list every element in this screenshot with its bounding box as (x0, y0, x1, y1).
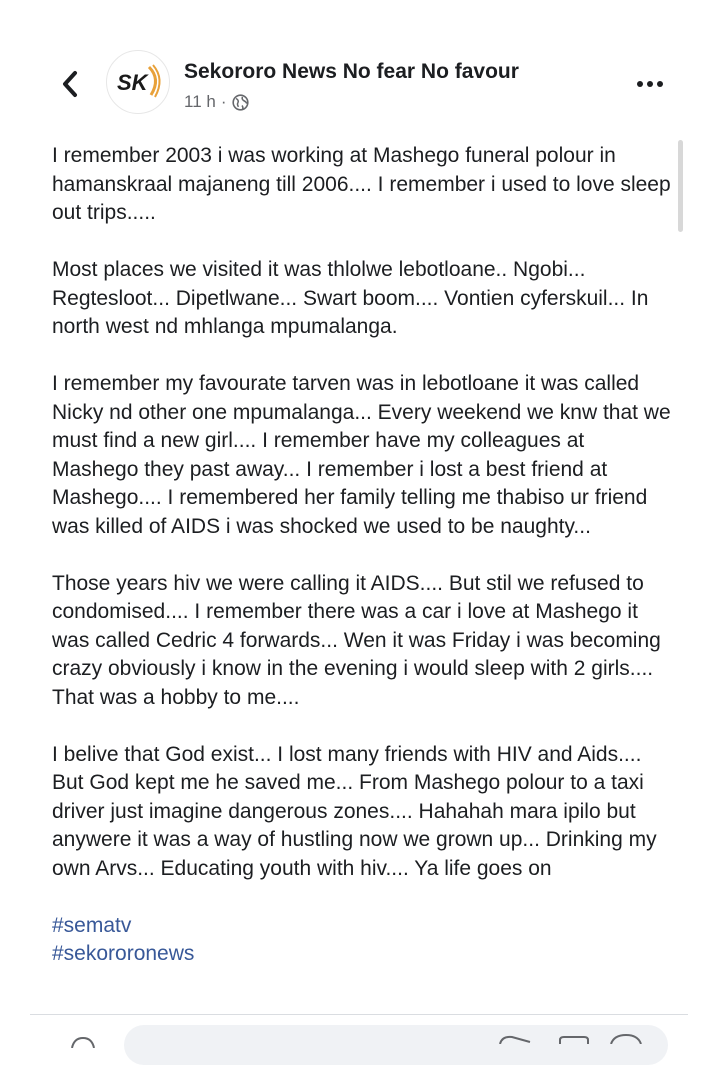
post-meta (184, 92, 249, 112)
post-paragraph: Those years hiv we were calling it AIDS.... But stil we refused to condomised.... I remember there was a car i love at Mashego it was called Cedric 4 forwards... Wen it was Friday i was becoming crazy obviously i know in the evening i would sleep with 2 girls.... That was a hobby to me.... (52, 571, 661, 709)
chevron-left-icon (60, 69, 80, 99)
back-button[interactable] (52, 64, 88, 104)
page-name[interactable]: Sekororo News No fear No favour (184, 60, 519, 83)
page-avatar[interactable] (106, 50, 170, 114)
globe-icon (232, 94, 249, 111)
hashtag-list (52, 912, 672, 969)
post-paragraph: I belive that God exist... I lost many friends with HIV and Aids.... But God kept me he saved me... From Mashego polour to a taxi driver just imagine dangerous zones.... Hahahah mara ipilo but anywere it was a way of hustling now we grown up... Drinking my own Arvs... Educating youth with hiv.... Ya life goes on (52, 742, 657, 880)
avatar-text: SK (117, 70, 148, 95)
divider (30, 1014, 688, 1015)
post-paragraph: I remember my favourate tarven was in lebotloane it was called Nicky nd other one mpumalanga... Every weekend we knw that we must find a new girl.... I remember have my colleagues at Mashego they past away... I remember i lost a best friend at Mashego.... I remembered her family telling me thabiso ur friend was killed of AIDS i was shocked we used to be naughty... (52, 372, 671, 538)
meta-separator: · (220, 92, 227, 111)
comment-input[interactable] (124, 1025, 668, 1065)
scrollbar-thumb[interactable] (678, 140, 683, 232)
hashtag-link[interactable]: #sekororonews (52, 942, 195, 965)
more-options-button[interactable] (630, 68, 670, 100)
post-body (52, 142, 672, 969)
post-time[interactable]: 11 h (184, 92, 216, 111)
hashtag-link[interactable]: #sematv (52, 913, 132, 937)
post-header (0, 0, 714, 130)
more-horizontal-icon (636, 80, 664, 88)
post-paragraph: Most places we visited it was thlolwe lebotloane.. Ngobi... Regtesloot... Dipetlwane... Swart boom.... Vontien cyferskuil... In north west nd mhlanga mpumalanga. (52, 258, 649, 338)
post-paragraph: I remember 2003 i was working at Mashego funeral polour in hamanskraal majaneng till 2006.... I remember i used to love sleep out trips..... (52, 144, 671, 224)
page-logo (109, 53, 167, 111)
like-icon[interactable] (66, 1036, 100, 1048)
